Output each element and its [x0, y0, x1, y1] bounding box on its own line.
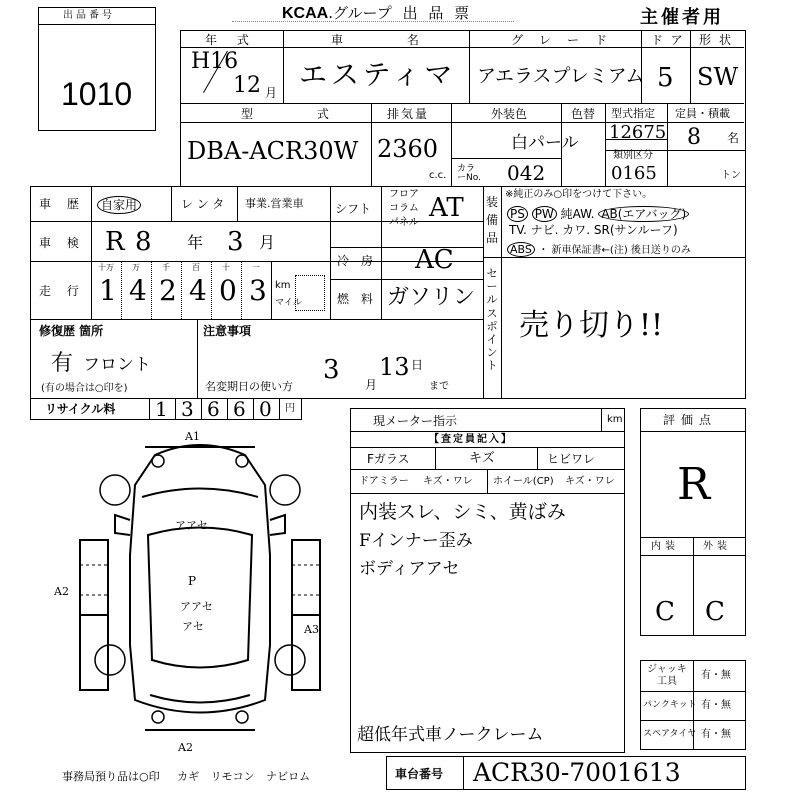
equip-airbag: AB(エアバッグ) — [598, 206, 689, 222]
exterior-value: 白パール — [511, 133, 579, 153]
month-value: 12 — [233, 73, 261, 98]
tool-jack-label: ジャッキ工具 — [647, 664, 687, 687]
equip-abs: ABS — [507, 242, 535, 257]
mileage-digit-5: 0 — [219, 274, 237, 307]
sheet-name: 出 品 票 — [402, 4, 473, 22]
repair-value: 有 — [51, 351, 74, 376]
equip-ps: PS — [507, 206, 528, 222]
lot-number-value: 1010 — [61, 76, 133, 112]
mileage-place-1: 十万 — [98, 263, 114, 272]
rating-label: 評価点 — [663, 413, 718, 427]
diagram-note-hood: アアセ — [175, 519, 208, 532]
equipment-label: 装備品 — [486, 195, 499, 245]
interior-grade: C — [655, 597, 675, 627]
brand-logo: KCAA — [282, 5, 329, 22]
office-note: 事務局預り品は○印 — [62, 770, 160, 783]
mileage-place-4: 百 — [192, 263, 200, 272]
caution-day: 13 — [379, 353, 410, 381]
displacement-value: 2360 — [377, 135, 439, 163]
inspection-year: 8 — [135, 227, 152, 257]
caution-deadline-label: 名変期日の使い方 — [205, 380, 293, 393]
glass-opt-scratch: キズ — [469, 451, 495, 466]
mileage-place-5: 十 — [222, 263, 230, 272]
load-unit: トン — [721, 170, 741, 181]
mileage-place-3: 千 — [162, 263, 170, 272]
inspector-note-3: ボディアアセ — [359, 559, 460, 579]
inspection-year-unit: 年 — [187, 233, 204, 252]
mileage-place-6: 一 — [252, 263, 260, 272]
mileage-digit-6: 3 — [249, 274, 267, 307]
equip-pw: PW — [532, 206, 557, 222]
wheel-label: ホイール(CP) — [493, 476, 554, 487]
color-change-label: 色替 — [571, 107, 596, 121]
mileage-digit-2: 4 — [129, 274, 147, 307]
capacity-label: 定員・積載 — [675, 107, 730, 120]
meter-label: 現メーター指示 — [373, 414, 458, 428]
vehicle-table — [180, 30, 746, 187]
diagram-note-roof-2: アアセ — [180, 600, 213, 613]
tool-spare-label: スペアタイヤ — [643, 729, 697, 739]
inspector-note-4: 超低年式車ノークレーム — [357, 725, 544, 745]
lot-number-label: 出品番号 — [63, 10, 115, 21]
lot-number-box — [38, 7, 156, 131]
meter-unit: km — [607, 414, 623, 425]
diagram-mark-a3: A3 — [304, 623, 319, 636]
grade-value: アエラスプレミアム — [477, 65, 645, 87]
recycle-digit-5: 0 — [259, 397, 272, 421]
category-label: 類別区分 — [613, 150, 653, 161]
color-no-label: カラーNo. — [457, 164, 481, 183]
caution-day-unit: 日 — [411, 358, 424, 372]
year-value: H16 — [191, 49, 239, 74]
repair-detail: フロント — [83, 355, 151, 375]
equipment-row-2: TV. ナビ. カワ. SR(サンルーフ) — [509, 223, 678, 237]
recycle-digit-3: 6 — [207, 397, 220, 421]
mirror-options: キズ・ワレ — [423, 476, 473, 487]
mirror-label: ドアミラー — [359, 476, 409, 487]
office-item-navi: ナビロム — [266, 770, 311, 783]
history-option-business: 事業.営業車 — [245, 197, 304, 210]
displacement-label: 排気量 — [387, 107, 430, 121]
month-unit: 月 — [265, 86, 278, 100]
chassis-value: ACR30-7001613 — [473, 758, 681, 787]
car-damage-diagram — [54, 425, 350, 755]
repair-note: (有の場合は○印を) — [41, 383, 128, 394]
ac-value: AC — [415, 245, 454, 275]
year-label: 年 式 — [205, 33, 257, 47]
tool-jack-value: 有・無 — [701, 670, 731, 681]
chassis-row — [386, 756, 746, 790]
shift-option-floor: フロア — [389, 189, 419, 200]
diagram-note-roof-1: P — [188, 574, 197, 588]
caution-month-unit: 月 — [365, 378, 378, 392]
history-label: 車 歴 — [39, 197, 85, 211]
exterior-grade: C — [705, 597, 725, 627]
rating-box — [640, 408, 746, 636]
mileage-digit-4: 4 — [189, 274, 207, 307]
inspector-title: 【査定員記入】 — [429, 434, 513, 445]
inspector-note-1: 内装スレ、シミ、黄ばみ — [359, 501, 566, 523]
tools-box — [640, 660, 746, 750]
recycle-digit-1: 1 — [155, 397, 168, 421]
inspection-era: R — [105, 227, 125, 257]
interior-label: 内装 — [651, 541, 679, 552]
office-item-remote: リモコン — [210, 770, 255, 783]
recycle-unit: 円 — [285, 403, 295, 414]
mileage-place-2: 万 — [132, 263, 140, 272]
diagram-mark-a2-left: A2 — [54, 585, 69, 598]
fuel-value: ガソリン — [387, 285, 476, 310]
doors-value: 5 — [657, 63, 674, 93]
history-option-rental: レンタ — [181, 197, 229, 211]
mileage-label: 走 行 — [39, 284, 85, 298]
capacity-value: 8 — [687, 125, 701, 150]
shift-option-column: コラム — [389, 203, 419, 214]
equip-warranty: ・ 新車保証書←(注) 後日送りのみ — [538, 245, 691, 256]
model-label: 型 式 — [241, 107, 359, 121]
shift-value: AT — [429, 193, 464, 223]
recycle-digit-4: 6 — [233, 397, 246, 421]
rating-score: R — [677, 459, 711, 510]
name-label: 車 名 — [331, 33, 449, 47]
history-option-private: 自家用 — [97, 196, 141, 214]
office-items-row — [62, 768, 310, 784]
inspection-label: 車 検 — [39, 236, 85, 250]
chassis-label: 車台番号 — [395, 767, 444, 781]
capacity-unit: 名 — [727, 131, 740, 145]
equipment-row-1 — [507, 205, 689, 222]
form-title — [282, 2, 472, 23]
diagram-mark-a2-rear: A2 — [178, 741, 193, 754]
diagram-mark-a1: A1 — [185, 430, 200, 443]
fuel-label: 燃 料 — [337, 292, 377, 306]
sales-point-label: セールスポイント — [486, 267, 498, 373]
caution-suffix: まで — [429, 381, 449, 392]
doors-label: ドア — [651, 33, 691, 47]
tool-spare-value: 有・無 — [701, 729, 731, 740]
group-label: .グループ — [328, 4, 392, 22]
inspector-box — [350, 408, 625, 753]
mileage-unit-mile: マイル — [275, 298, 302, 308]
recycle-row — [30, 398, 302, 420]
type-designation-value: 12675 — [609, 122, 667, 143]
mileage-digit-1: 1 — [99, 274, 117, 307]
details-table — [30, 186, 746, 399]
glass-opt-crack: ヒビワレ — [547, 452, 596, 466]
inspection-month: 3 — [227, 227, 244, 257]
shift-label: シフト — [335, 202, 372, 216]
caution-label: 注意事項 — [203, 324, 252, 338]
model-value: DBA-ACR30W — [187, 137, 359, 165]
mileage-digits — [91, 261, 271, 319]
grade-label: グレード — [511, 33, 624, 47]
body-value: SW — [697, 63, 739, 91]
equipment-note: ※純正のみ○印をつけて下さい。 — [505, 189, 653, 200]
cc-unit: c.c. — [429, 170, 447, 181]
color-no-value: 042 — [507, 161, 546, 185]
copy-type: 主催者用 — [640, 7, 724, 28]
inspector-note-2: Fインナー歪み — [359, 531, 473, 551]
recycle-digit-2: 3 — [181, 397, 194, 421]
caution-month: 3 — [323, 355, 340, 385]
wheel-options: キズ・ワレ — [565, 476, 615, 487]
sales-point-text: 売り切り!! — [519, 308, 664, 343]
repair-label: 修復歴 箇所 — [39, 324, 104, 338]
exterior-label: 外装 — [703, 541, 731, 552]
ac-label: 冷 房 — [337, 254, 377, 268]
mileage-unit-km: km — [275, 280, 291, 291]
equipment-row-3 — [507, 241, 691, 256]
body-label: 形状 — [699, 33, 740, 47]
inspection-month-unit: 月 — [259, 233, 276, 252]
equip-aw: 純AW. — [560, 207, 595, 221]
glass-label: Fガラス — [367, 452, 410, 466]
name-value: エスティマ — [299, 58, 457, 91]
category-value: 0165 — [611, 163, 657, 184]
recycle-label: リサイクル料 — [45, 402, 116, 416]
diagram-note-roof-3: アセ — [182, 620, 204, 633]
type-designation-label: 型式指定 — [611, 107, 655, 120]
title-underline — [232, 21, 514, 22]
tool-puncture-label: パンクキット — [643, 700, 697, 710]
shift-option-panel: パネル — [389, 217, 419, 228]
mileage-digit-3: 2 — [159, 274, 177, 307]
tool-puncture-value: 有・無 — [701, 700, 731, 711]
office-item-key: カギ — [177, 770, 200, 783]
exterior-label: 外装色 — [491, 107, 528, 121]
